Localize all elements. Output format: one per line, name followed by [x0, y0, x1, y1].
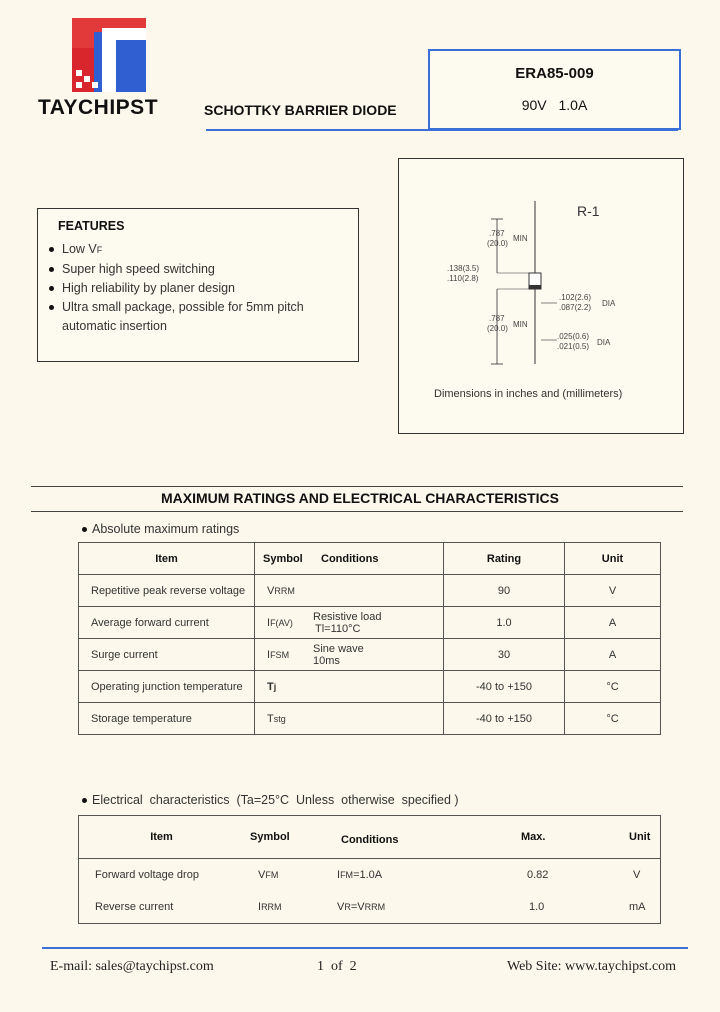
unit-cell: V	[565, 575, 661, 607]
rating-cell: -40 to +150	[444, 703, 565, 735]
item-cell: Forward voltage drop	[95, 869, 199, 881]
unit-cell: °C	[565, 671, 661, 703]
dim-wire-dia-min: .021(0.5)	[557, 342, 590, 351]
document-subtitle: SCHOTTKY BARRIER DIODE	[204, 102, 397, 118]
part-number: ERA85-009	[515, 65, 594, 82]
dim-min-top: MIN	[513, 234, 528, 243]
unit-cell: °C	[565, 703, 661, 735]
package-name: R-1	[577, 203, 600, 219]
feature-item: Ultra small package, possible for 5mm pitch automatic insertion	[48, 298, 353, 336]
conditions-cell	[313, 671, 444, 703]
feature-item: Low VF	[48, 240, 353, 260]
dim-min-bot: MIN	[513, 320, 528, 329]
unit-cell: A	[565, 607, 661, 639]
unit-cell: mA	[629, 901, 646, 913]
dim-body-len-max: .138(3.5)	[447, 264, 480, 273]
table-row	[79, 859, 661, 892]
brand-name: TAYCHIPST	[38, 96, 159, 119]
table-row	[79, 891, 661, 924]
conditions-cell: Sine wave 10ms	[313, 639, 444, 671]
symbol-cell: IFSM	[255, 639, 314, 671]
col-rating: Rating	[444, 543, 565, 575]
item-cell: Surge current	[79, 639, 255, 671]
elec-heading: Electrical characteristics (Ta=25°C Unless otherwise specified )	[82, 793, 459, 807]
max-cell: 0.82	[527, 869, 549, 881]
page-number: 1 of 2	[317, 959, 357, 974]
table-row	[79, 671, 661, 703]
features-title: FEATURES	[58, 219, 125, 233]
col-item: Item	[79, 543, 255, 575]
table-row	[79, 607, 661, 639]
symbol-cell: Tstg	[255, 703, 314, 735]
col-unit: Unit	[621, 816, 661, 859]
symbol-cell: IF(AV)	[255, 607, 314, 639]
table-row	[79, 639, 661, 671]
section-rule-bottom	[31, 511, 683, 512]
table-row	[79, 703, 661, 735]
item-cell: Repetitive peak reverse voltage	[79, 575, 255, 607]
dim-body-len-min: .110(2.8)	[447, 274, 479, 283]
conditions-cell: VR=VRRM	[337, 901, 386, 913]
feature-item: Super high speed switching	[48, 260, 353, 279]
section-rule-top	[31, 486, 683, 487]
conditions-cell: Resistive load Tl=110°C	[313, 607, 444, 639]
symbol-cell: IRRM	[258, 901, 282, 913]
rating-cell: 30	[444, 639, 565, 671]
conditions-cell	[313, 575, 444, 607]
part-box	[428, 49, 681, 130]
dim-body-dia-min: .087(2.2)	[559, 303, 592, 312]
footer-website: Web Site: www.taychipst.com	[507, 959, 677, 974]
conditions-cell: IFM=1.0A	[337, 869, 383, 881]
item-cell: Storage temperature	[79, 703, 255, 735]
abs-max-table	[78, 542, 661, 735]
dim-wire-dia-max: .025(0.6)	[557, 332, 590, 341]
package-note: Dimensions in inches and (millimeters)	[434, 388, 623, 400]
dim-lead-bot: .787	[489, 314, 505, 323]
features-box	[37, 208, 359, 362]
symbol-cell: Tj	[255, 671, 314, 703]
abs-max-heading: Absolute maximum ratings	[82, 522, 239, 536]
col-unit: Unit	[565, 543, 661, 575]
table-header-row	[79, 543, 661, 575]
col-conditions: Conditions	[335, 816, 491, 859]
elec-table	[78, 815, 661, 924]
header-rule	[206, 129, 678, 131]
footer-rule	[42, 947, 688, 949]
feature-item: High reliability by planer design	[48, 279, 353, 298]
footer-email: E-mail: sales@taychipst.com	[50, 959, 214, 974]
col-item: Item	[79, 816, 245, 859]
rating-cell: 90	[444, 575, 565, 607]
table-row	[79, 575, 661, 607]
package-box	[398, 158, 684, 434]
dim-dia-body: DIA	[602, 299, 616, 308]
part-rating: 90V 1.0A	[521, 97, 588, 113]
dim-lead-top: .787	[489, 229, 505, 238]
dim-dia-wire: DIA	[597, 338, 611, 347]
dim-body-dia-max: .102(2.6)	[559, 293, 592, 302]
unit-cell: V	[633, 869, 641, 881]
col-symbol: Symbol	[244, 816, 335, 859]
conditions-cell	[313, 703, 444, 735]
table-header-row	[79, 816, 661, 859]
rating-cell: 1.0	[444, 607, 565, 639]
col-max: Max.	[491, 816, 621, 859]
features-list	[48, 240, 353, 336]
section-title: MAXIMUM RATINGS AND ELECTRICAL CHARACTERISTICS	[161, 490, 559, 506]
unit-cell: A	[565, 639, 661, 671]
max-cell: 1.0	[529, 901, 545, 913]
symbol-cell: VFM	[258, 869, 279, 881]
col-symbol: Symbol	[255, 543, 314, 575]
taychipst-logo	[72, 18, 146, 92]
symbol-cell: VRRM	[255, 575, 314, 607]
item-cell: Reverse current	[95, 901, 174, 913]
dim-lead-top-mm: (20.0)	[487, 239, 508, 248]
item-cell: Average forward current	[79, 607, 255, 639]
dim-lead-bot-mm: (20.0)	[487, 324, 508, 333]
rating-cell: -40 to +150	[444, 671, 565, 703]
item-cell: Operating junction temperature	[79, 671, 255, 703]
col-conditions: Conditions	[313, 543, 444, 575]
